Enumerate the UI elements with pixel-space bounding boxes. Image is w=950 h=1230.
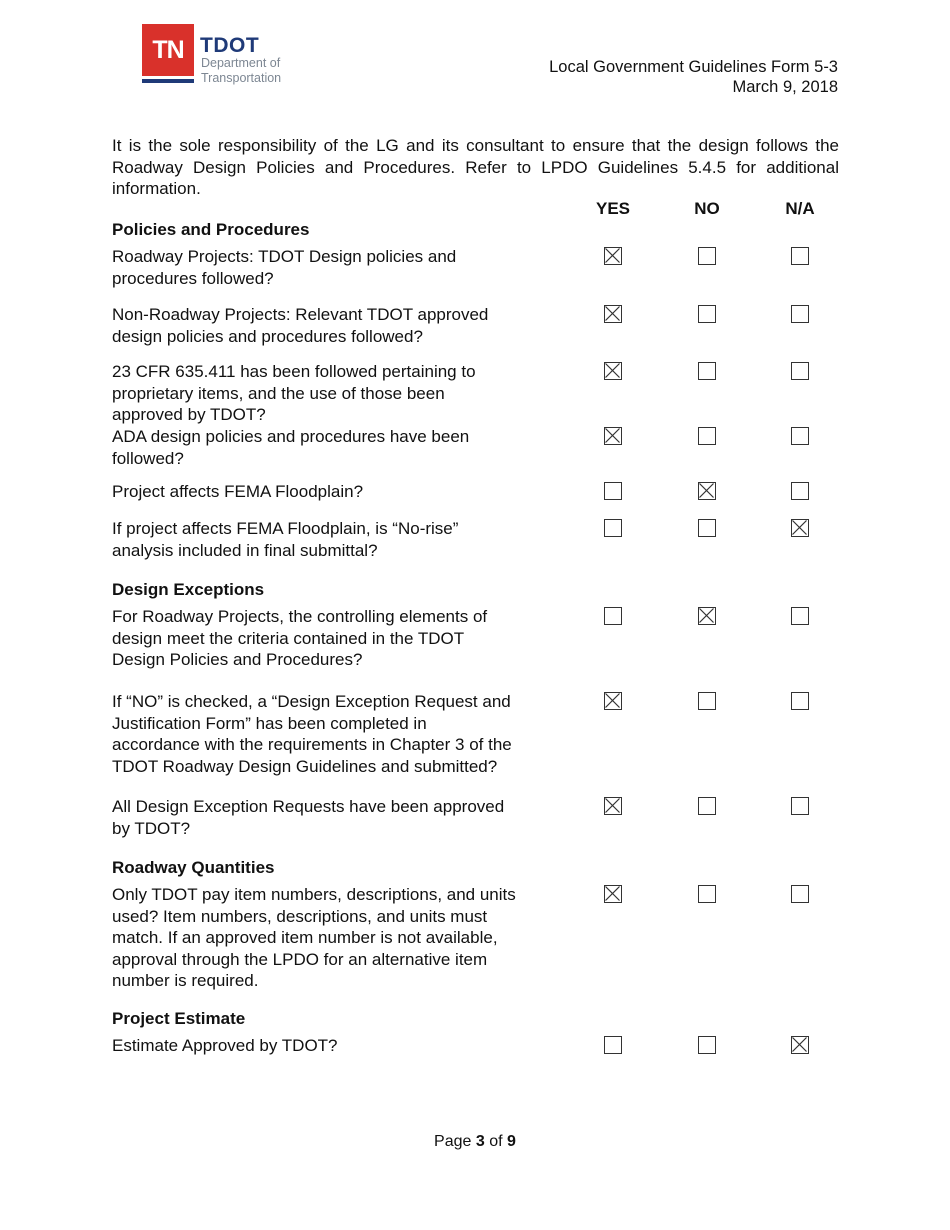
question-1 [112, 246, 456, 289]
x-mark-icon [792, 520, 807, 535]
question-4 [112, 426, 469, 469]
form-header [549, 57, 838, 97]
x-mark-icon [792, 1037, 807, 1052]
x-mark-icon [699, 483, 714, 498]
question-line: All Design Exception Requests have been approved [112, 797, 505, 816]
checkbox-q9-no[interactable] [698, 797, 716, 815]
logo-subtitle-line2: Transportation [201, 71, 282, 85]
question-line: Justification Form” has been completed in [112, 713, 427, 733]
question-line: Estimate Approved by TDOT? [112, 1036, 338, 1055]
checkbox-q9-yes[interactable] [604, 797, 622, 815]
x-mark-icon [605, 363, 620, 378]
question-line: 23 CFR 635.411 has been followed pertaining to [112, 362, 476, 381]
x-mark-icon [605, 248, 620, 263]
column-header-no: NO [694, 199, 720, 218]
checkbox-q11-na[interactable] [791, 1036, 809, 1054]
question-3 [112, 361, 476, 426]
page-footer [0, 1133, 950, 1151]
checkbox-q10-na[interactable] [791, 885, 809, 903]
checkbox-q9-na[interactable] [791, 797, 809, 815]
checkbox-q6-na[interactable] [791, 519, 809, 537]
x-mark-icon [605, 886, 620, 901]
checkbox-q8-no[interactable] [698, 692, 716, 710]
question-10 [112, 884, 516, 992]
question-line: approval through the LPDO for an alternative item [112, 949, 488, 969]
checkbox-q1-no[interactable] [698, 247, 716, 265]
question-line: design policies and procedures followed? [112, 326, 423, 346]
question-line: Project affects FEMA Floodplain? [112, 482, 364, 501]
page-number: 3 [475, 1133, 485, 1150]
question-2 [112, 304, 488, 347]
question-7 [112, 606, 487, 671]
question-line: by TDOT? [112, 818, 191, 838]
question-line: Design Policies and Procedures? [112, 650, 363, 669]
question-line: accordance with the requirements in Chapter 3 of the [112, 735, 512, 754]
x-mark-icon [605, 798, 620, 813]
question-line: If “NO” is checked, a “Design Exception Request and [112, 692, 511, 711]
x-mark-icon [605, 306, 620, 321]
question-line: approved by TDOT? [112, 405, 266, 424]
question-line: If project affects FEMA Floodplain, is “No-rise” [112, 519, 459, 538]
checkbox-q8-yes[interactable] [604, 692, 622, 710]
tn-badge: TN [142, 24, 194, 76]
question-line: analysis included in final submittal? [112, 540, 378, 560]
question-line: Roadway Projects: TDOT Design policies and [112, 247, 457, 266]
tdot-logo [142, 24, 302, 86]
question-line: Non-Roadway Projects: Relevant TDOT approved [112, 305, 489, 324]
logo-underline [142, 79, 194, 83]
checkbox-q5-yes[interactable] [604, 482, 622, 500]
column-header-yes: YES [595, 199, 631, 218]
question-line: ADA design policies and procedures have been [112, 427, 470, 446]
question-11 [112, 1035, 338, 1057]
checkbox-q5-na[interactable] [791, 482, 809, 500]
section-roadway-quantities: Roadway Quantities [112, 858, 275, 877]
question-line: procedures followed? [112, 268, 274, 288]
page-total: 9 [507, 1133, 516, 1150]
checkbox-q10-yes[interactable] [604, 885, 622, 903]
checkbox-q2-na[interactable] [791, 305, 809, 323]
question-line: TDOT Roadway Design Guidelines and submitted? [112, 756, 498, 776]
checkbox-q11-no[interactable] [698, 1036, 716, 1054]
question-9 [112, 796, 504, 839]
form-name: Local Government Guidelines Form 5-3 [549, 58, 838, 76]
checkbox-q2-no[interactable] [698, 305, 716, 323]
checkbox-q11-yes[interactable] [604, 1036, 622, 1054]
question-line: followed? [112, 448, 184, 468]
question-line: design meet the criteria contained in the TDOT [112, 628, 465, 648]
question-line: proprietary items, and the use of those been [112, 383, 445, 403]
logo-subtitle-line1: Department of [201, 56, 281, 70]
x-mark-icon [605, 428, 620, 443]
question-line: For Roadway Projects, the controlling elements of [112, 607, 488, 626]
checkbox-q7-na[interactable] [791, 607, 809, 625]
page-word: Page [434, 1133, 472, 1150]
intro-paragraph: It is the sole responsibility of the LG and its consultant to ensure that the design follows the Roadway Design Policies and Procedures. Refer to LPDO Guidelines 5.4.5 for additional information. [112, 136, 839, 198]
checkbox-q1-yes[interactable] [604, 247, 622, 265]
of-word: of [489, 1133, 503, 1150]
checkbox-q7-no[interactable] [698, 607, 716, 625]
section-design-exceptions: Design Exceptions [112, 580, 265, 599]
checkbox-q4-na[interactable] [791, 427, 809, 445]
checkbox-q7-yes[interactable] [604, 607, 622, 625]
checkbox-q8-na[interactable] [791, 692, 809, 710]
x-mark-icon [605, 693, 620, 708]
question-line: used? Item numbers, descriptions, and units must [112, 906, 488, 926]
checkbox-q6-yes[interactable] [604, 519, 622, 537]
checkbox-q2-yes[interactable] [604, 305, 622, 323]
checkbox-q3-yes[interactable] [604, 362, 622, 380]
checkbox-q3-no[interactable] [698, 362, 716, 380]
question-line: Only TDOT pay item numbers, descriptions, and units [112, 885, 516, 904]
logo-title: TDOT [200, 34, 260, 57]
checkbox-q4-yes[interactable] [604, 427, 622, 445]
question-5 [112, 481, 363, 503]
checkbox-q4-no[interactable] [698, 427, 716, 445]
question-6 [112, 518, 458, 561]
question-line: number is required. [112, 971, 259, 990]
question-line: match. If an approved item number is not available, [112, 928, 498, 947]
column-header-na: N/A [785, 199, 815, 218]
checkbox-q6-no[interactable] [698, 519, 716, 537]
checkbox-q10-no[interactable] [698, 885, 716, 903]
checkbox-q3-na[interactable] [791, 362, 809, 380]
question-8 [112, 691, 512, 777]
section-project-estimate: Project Estimate [112, 1009, 246, 1028]
checkbox-q1-na[interactable] [791, 247, 809, 265]
checkbox-q5-no[interactable] [698, 482, 716, 500]
section-policies: Policies and Procedures [112, 220, 310, 239]
form-date: March 9, 2018 [732, 78, 838, 96]
x-mark-icon [699, 608, 714, 623]
